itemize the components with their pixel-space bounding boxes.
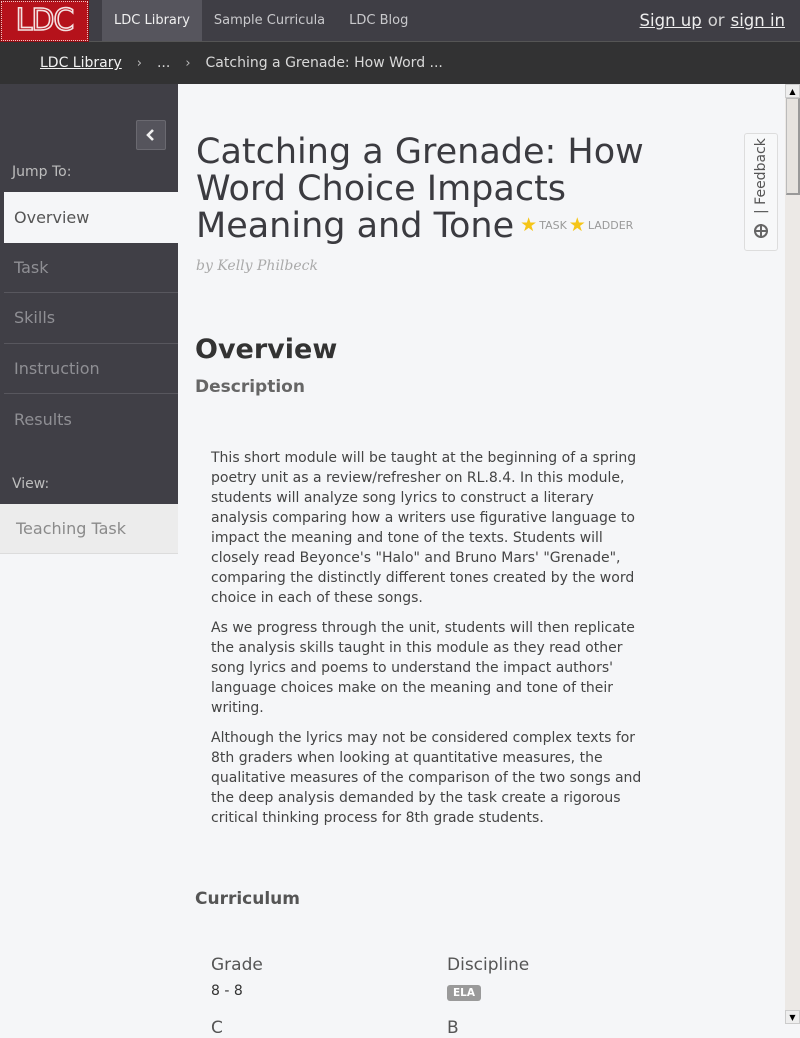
sign-in-link[interactable]: sign in — [730, 11, 785, 30]
vertical-scrollbar[interactable] — [785, 84, 800, 1024]
feedback-tab[interactable] — [744, 133, 778, 251]
scroll-up-arrow-icon[interactable]: ▲ — [785, 84, 800, 98]
auth-or-text: or — [707, 11, 725, 30]
main-content — [178, 84, 785, 1038]
ldc-logo[interactable] — [1, 1, 88, 41]
nav-links — [102, 0, 420, 41]
lifebuoy-icon — [754, 224, 768, 238]
jump-item-instruction[interactable]: Instruction — [4, 344, 178, 395]
breadcrumb-separator-icon: › — [136, 55, 142, 71]
discipline-field — [447, 955, 529, 1001]
chevron-left-icon — [146, 129, 156, 141]
jump-to-list — [4, 192, 178, 445]
discipline-badge: ELA — [447, 985, 481, 1001]
scroll-down-arrow-icon[interactable]: ▼ — [785, 1010, 800, 1024]
breadcrumb-ellipsis[interactable]: ... — [156, 55, 171, 71]
description-heading: Description — [195, 377, 305, 397]
page-title-text: Catching a Grenade: How Word Choice Impacts Meaning and Tone — [196, 132, 644, 246]
cut-off-field-label: B — [447, 1018, 459, 1038]
jump-item-overview[interactable]: Overview — [4, 192, 178, 243]
nav-ldc-blog[interactable]: LDC Blog — [349, 13, 409, 28]
jump-item-results[interactable]: Results — [14, 409, 72, 429]
grade-value: 8 - 8 — [211, 983, 243, 999]
description-paragraph: As we progress through the unit, students will then replicate the analysis skills taught in this module as they read other song lyrics and poems to understand the impact authors' language choices make on the meaning and tone of their writing. — [211, 620, 635, 716]
badges — [520, 207, 633, 244]
nav-sample-curricula[interactable]: Sample Curricula — [213, 13, 326, 28]
sign-up-link[interactable]: Sign up — [639, 11, 702, 30]
curriculum-heading: Curriculum — [195, 889, 300, 909]
jump-item-skills[interactable]: Skills — [4, 293, 178, 344]
sidebar — [0, 84, 178, 554]
top-navigation — [0, 0, 800, 42]
description-paragraph: Although the lyrics may not be considered complex texts for 8th graders when looking at quantitative measures, the qualitative measures of the comparison of the two songs and the deep analysis demanded by the task create a rigorous critical thinking process for 8th grade students. — [211, 730, 642, 826]
breadcrumb — [0, 42, 800, 84]
overview-heading: Overview — [195, 334, 338, 365]
scrollbar-thumb[interactable] — [786, 98, 800, 195]
logo-text: LDC — [15, 3, 74, 38]
breadcrumb-separator-icon: › — [185, 55, 191, 71]
grade-label: Grade — [211, 955, 263, 975]
jump-item-task[interactable]: Task — [4, 243, 178, 294]
author: by Kelly Philbeck — [196, 258, 318, 274]
star-icon: ★ — [568, 213, 586, 236]
description-paragraph: This short module will be taught at the beginning of a spring poetry unit as a review/refresher on RL.8.4. In this module, students will analyze song lyrics to construct a literary analysis comparing how a writers use figurative language to impact the meaning and tone of the texts. Students will closely read Beyonce's "Halo" and Bruno Mars' "Grenade", comparing the distinctly different tones created by the word choice in each of these songs. — [211, 450, 637, 606]
discipline-label: Discipline — [447, 955, 530, 975]
page-title — [196, 134, 656, 246]
grade-field — [211, 955, 263, 999]
breadcrumb-current: Catching a Grenade: How Word ... — [205, 55, 443, 71]
cut-off-field-label: C — [211, 1018, 223, 1038]
view-teaching-task[interactable]: Teaching Task — [0, 504, 178, 554]
collapse-sidebar-button[interactable] — [136, 120, 166, 150]
badge-ladder: LADDER — [587, 218, 634, 232]
star-icon: ★ — [520, 213, 538, 236]
nav-ldc-library[interactable]: LDC Library — [102, 0, 202, 41]
feedback-label: | Feedback — [753, 138, 769, 214]
description-body — [211, 448, 651, 838]
badge-task: TASK — [539, 218, 567, 232]
view-label: View: — [12, 476, 50, 492]
auth-links — [640, 0, 785, 41]
feedback-text: Feedback — [753, 138, 769, 205]
jump-to-label: Jump To: — [12, 164, 72, 180]
breadcrumb-ldc-library[interactable]: LDC Library — [40, 55, 122, 71]
